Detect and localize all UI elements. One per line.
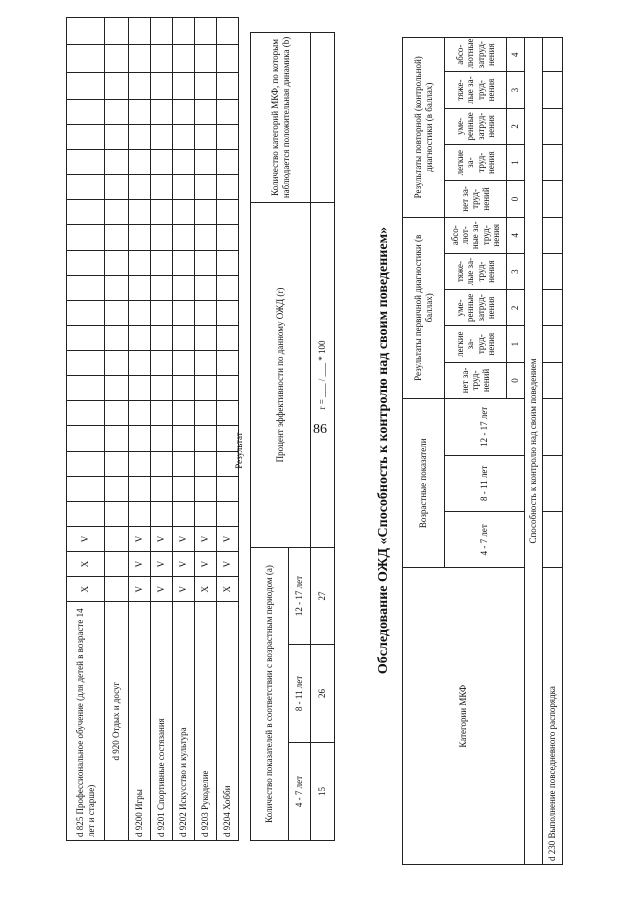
mark-cell: [67, 476, 105, 501]
empty-cell: [105, 351, 129, 376]
result-count-3: 27: [311, 547, 335, 644]
mark-cell: [195, 451, 217, 476]
empty-cell: [105, 250, 129, 275]
mark-cell: [67, 376, 105, 401]
empty-cell: [105, 99, 129, 124]
activity-row: [129, 18, 151, 841]
mark-cell: V: [151, 526, 173, 551]
result-age-3: 12 - 17 лет: [289, 547, 311, 644]
mark-cell: [173, 300, 195, 325]
mark-cell: [129, 501, 151, 526]
mark-cell: [195, 175, 217, 200]
mark-cell: [67, 275, 105, 300]
mark-cell: V: [173, 577, 195, 602]
activity-row: [105, 18, 129, 841]
empty-cell: [105, 426, 129, 451]
mark-cell: [151, 250, 173, 275]
age-col-1: 4 - 7 лет: [445, 512, 525, 568]
activity-label: d 9201 Спортивные состязания: [151, 602, 173, 841]
mark-cell: [173, 99, 195, 124]
col-age: Возрастные показатели: [403, 399, 445, 568]
mark-cell: [173, 18, 195, 45]
mark-cell: [195, 225, 217, 250]
mark-cell: [67, 501, 105, 526]
primary-score-4: 4: [507, 217, 525, 253]
mark-cell: [151, 18, 173, 45]
mark-cell: V: [217, 526, 239, 551]
age-col-2: 8 - 11 лет: [445, 455, 525, 511]
mark-cell: [129, 99, 151, 124]
empty-cell: [105, 577, 129, 602]
mark-cell: [67, 325, 105, 350]
result-col-a: Количество показателей в соответствии с возрастным периодом (а): [251, 547, 289, 840]
mark-cell: [195, 351, 217, 376]
mark-cell: V: [195, 552, 217, 577]
mark-cell: [173, 476, 195, 501]
col-primary: Результаты первичной диагностики (в баллах): [403, 217, 445, 399]
result-col-b: Количество категорий МКФ, по которым наблюдается положительная динамика (b): [251, 32, 311, 202]
mark-cell: [129, 18, 151, 45]
mark-cell: [129, 124, 151, 149]
mark-cell: [129, 250, 151, 275]
repeat-severity-1: легкие за- труд- нения: [445, 145, 507, 181]
group-row: Способность к контролю над своим поведением: [525, 38, 543, 865]
mark-cell: [67, 124, 105, 149]
mark-cell: [129, 225, 151, 250]
empty-cell: [105, 401, 129, 426]
empty-cell: [105, 552, 129, 577]
result-title: Результат: [234, 432, 244, 469]
mark-cell: [151, 401, 173, 426]
mark-cell: V: [67, 526, 105, 551]
mark-cell: [173, 200, 195, 225]
mark-cell: V: [173, 526, 195, 551]
col-repeat: Результаты повторной (контрольной) диагностики (в баллах): [403, 38, 445, 218]
activity-row: [195, 18, 217, 841]
mark-cell: [173, 501, 195, 526]
mark-cell: [195, 124, 217, 149]
mark-cell: Х: [67, 577, 105, 602]
mark-cell: [195, 99, 217, 124]
mark-cell: [173, 376, 195, 401]
mark-cell: [67, 175, 105, 200]
mark-cell: V: [151, 552, 173, 577]
repeat-score-0: 0: [507, 181, 525, 217]
mark-cell: [129, 476, 151, 501]
mark-cell: [151, 150, 173, 175]
mark-cell: [195, 325, 217, 350]
mark-cell: [67, 451, 105, 476]
repeat-severity-4: абсо- лютные затруд- нения: [445, 38, 507, 72]
activity-label: d 9202 Искусство и культура: [173, 602, 195, 841]
mark-cell: [173, 45, 195, 72]
repeat-score-3: 3: [507, 72, 525, 108]
mark-cell: [195, 401, 217, 426]
mark-cell: [129, 175, 151, 200]
primary-severity-3: тяже- лые за- труд- нения: [445, 253, 507, 289]
activity-row: [173, 18, 195, 841]
mark-cell: [151, 124, 173, 149]
result-formula: r = ___ / ___ * 100: [311, 202, 335, 547]
mark-cell: [151, 275, 173, 300]
empty-cell: [105, 526, 129, 551]
mark-cell: [129, 45, 151, 72]
mark-cell: [129, 451, 151, 476]
empty-cell: [105, 451, 129, 476]
mark-cell: [173, 451, 195, 476]
mark-cell: [151, 72, 173, 99]
empty-cell: [105, 501, 129, 526]
mark-cell: [151, 476, 173, 501]
activity-group-label: d 920 Отдых и досуг: [105, 602, 129, 841]
mark-cell: [129, 200, 151, 225]
mark-cell: [67, 18, 105, 45]
mark-cell: V: [195, 526, 217, 551]
primary-severity-4: абсо- лют- ные за- труд- нения: [445, 217, 507, 253]
empty-cell: [105, 225, 129, 250]
activity-row: [151, 18, 173, 841]
result-count-1: 15: [311, 743, 335, 841]
mark-cell: [195, 250, 217, 275]
mark-cell: [195, 150, 217, 175]
mark-cell: [195, 18, 217, 45]
repeat-score-2: 2: [507, 108, 525, 144]
activity-label: d 9204 Хобби: [217, 602, 239, 841]
mark-cell: V: [217, 552, 239, 577]
repeat-severity-2: уме- ренные затруд- нения: [445, 108, 507, 144]
empty-cell: [105, 325, 129, 350]
mark-cell: [195, 501, 217, 526]
mark-cell: [195, 275, 217, 300]
result-age-1: 4 - 7 лет: [289, 743, 311, 841]
mark-cell: V: [129, 552, 151, 577]
mark-cell: [67, 200, 105, 225]
primary-score-1: 1: [507, 326, 525, 362]
empty-cell: [105, 376, 129, 401]
first-item: d 230 Выполнение повседневного распорядка: [543, 568, 563, 865]
section-title: Обследование ОЖД «Способность к контролю над своим поведением»: [376, 226, 391, 675]
result-b-value: [311, 32, 335, 202]
mark-cell: Х: [217, 577, 239, 602]
mark-cell: [151, 501, 173, 526]
mark-cell: [129, 275, 151, 300]
mark-cell: [67, 45, 105, 72]
empty-cell: [105, 300, 129, 325]
mark-cell: [173, 325, 195, 350]
mark-cell: [67, 351, 105, 376]
mark-cell: [173, 275, 195, 300]
mark-cell: [173, 426, 195, 451]
mark-cell: V: [129, 577, 151, 602]
mark-cell: [67, 72, 105, 99]
primary-score-0: 0: [507, 362, 525, 398]
mark-cell: [151, 376, 173, 401]
empty-cell: [105, 124, 129, 149]
mark-cell: [151, 351, 173, 376]
repeat-severity-3: тяже- лые за- труд- нения: [445, 72, 507, 108]
primary-severity-1: легкие за- труд- нения: [445, 326, 507, 362]
mark-cell: [151, 99, 173, 124]
mark-cell: [151, 225, 173, 250]
empty-cell: [105, 45, 129, 72]
primary-score-3: 3: [507, 253, 525, 289]
activity-label: d 825 Профессиональное обучение (для детей в возрасте 14 лет и старше): [67, 602, 105, 841]
mark-cell: [67, 426, 105, 451]
empty-cell: [105, 72, 129, 99]
mark-cell: [151, 325, 173, 350]
mark-cell: Х: [67, 552, 105, 577]
age-col-3: 12 - 17 лет: [445, 399, 525, 455]
mark-cell: [129, 376, 151, 401]
empty-cell: [105, 150, 129, 175]
mark-cell: [67, 300, 105, 325]
result-count-2: 26: [311, 645, 335, 743]
mark-cell: [173, 72, 195, 99]
activity-label: d 9203 Рукоделие: [195, 602, 217, 841]
mark-cell: [173, 225, 195, 250]
mark-cell: [195, 72, 217, 99]
mark-cell: V: [151, 577, 173, 602]
mark-cell: [195, 426, 217, 451]
mark-cell: [129, 426, 151, 451]
mark-cell: [67, 225, 105, 250]
mark-cell: [129, 351, 151, 376]
mark-cell: [151, 175, 173, 200]
mark-cell: [129, 300, 151, 325]
repeat-score-1: 1: [507, 145, 525, 181]
mark-cell: [173, 150, 195, 175]
mark-cell: [173, 124, 195, 149]
mark-cell: [195, 200, 217, 225]
repeat-severity-0: нет за- труд- нений: [445, 181, 507, 217]
mark-cell: [67, 250, 105, 275]
mark-cell: [195, 476, 217, 501]
empty-cell: [105, 200, 129, 225]
repeat-score-4: 4: [507, 38, 525, 72]
mark-cell: [151, 451, 173, 476]
mark-cell: [129, 150, 151, 175]
mark-cell: V: [129, 526, 151, 551]
mark-cell: [129, 325, 151, 350]
activity-row: [67, 18, 105, 841]
mark-cell: [173, 175, 195, 200]
mark-cell: [151, 426, 173, 451]
empty-cell: [105, 18, 129, 45]
page-number: 86: [313, 422, 327, 437]
mark-cell: [67, 150, 105, 175]
empty-cell: [105, 275, 129, 300]
result-col-r: Процент эффективности по данному ОЖД (r): [251, 202, 311, 547]
empty-cell: [105, 476, 129, 501]
col-category: Категории МКФ: [403, 568, 525, 865]
mark-cell: [129, 72, 151, 99]
primary-severity-0: нет за- труд- нений: [445, 362, 507, 398]
mark-cell: [129, 401, 151, 426]
mark-cell: [195, 376, 217, 401]
mark-cell: [151, 45, 173, 72]
activities-table: [66, 17, 239, 841]
diagnostics-table: [402, 37, 563, 865]
mark-cell: [67, 99, 105, 124]
mark-cell: [151, 200, 173, 225]
mark-cell: [173, 351, 195, 376]
mark-cell: [195, 300, 217, 325]
activity-label: d 9200 Игры: [129, 602, 151, 841]
mark-cell: [195, 45, 217, 72]
empty-cell: [105, 175, 129, 200]
primary-severity-2: уме- ренные затруд- нения: [445, 290, 507, 326]
mark-cell: [67, 401, 105, 426]
primary-score-2: 2: [507, 290, 525, 326]
mark-cell: Х: [195, 577, 217, 602]
mark-cell: V: [173, 552, 195, 577]
mark-cell: [173, 250, 195, 275]
mark-cell: [173, 401, 195, 426]
mark-cell: [151, 300, 173, 325]
result-age-2: 8 - 11 лет: [289, 645, 311, 743]
result-table: [250, 32, 335, 841]
